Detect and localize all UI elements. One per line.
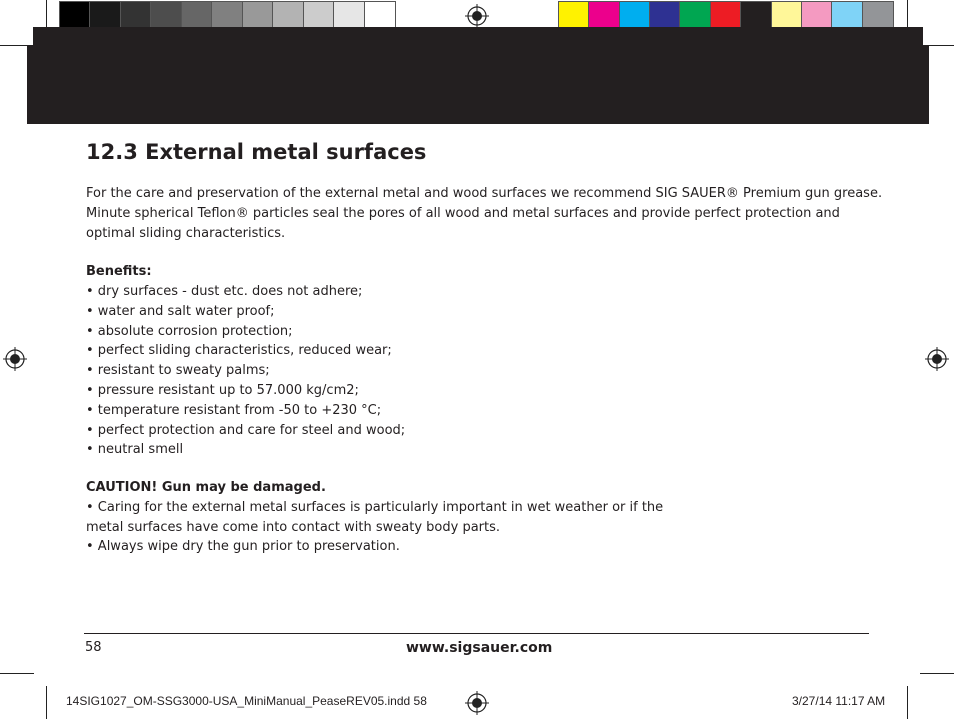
caution-list: [86, 498, 663, 557]
slug-date-label: 3/27/14 11:17 AM: [792, 694, 886, 708]
intro-line: optimal sliding characteristics.: [86, 226, 286, 241]
list-item: • neutral smell: [86, 442, 184, 458]
color-swatch: [121, 2, 151, 30]
color-swatch: [680, 2, 710, 30]
list-item: • perfect protection and care for steel and wood;: [86, 422, 406, 438]
benefits-heading: Benefits:: [86, 264, 152, 279]
color-swatch: [832, 2, 862, 30]
intro-paragraph: [86, 184, 882, 244]
list-item: • resistant to sweaty palms;: [86, 363, 270, 379]
crop-mark: [46, 0, 47, 28]
page-number: 58: [85, 640, 102, 655]
section-title: 12.3 External metal surfaces: [86, 140, 427, 164]
crop-mark: [920, 673, 954, 674]
list-item: • temperature resistant from -50 to +230 °C;: [86, 402, 382, 418]
color-swatch: [334, 2, 364, 30]
color-swatch: [802, 2, 832, 30]
caution-heading: CAUTION! Gun may be damaged.: [86, 480, 326, 495]
color-swatch: [212, 2, 242, 30]
caution-line: • Always wipe dry the gun prior to preservation.: [86, 539, 400, 554]
intro-line: Minute spherical Teflon® particles seal the pores of all wood and metal surfaces and provide perfect protection and: [86, 206, 840, 221]
registration-mark-icon: [465, 691, 489, 715]
registration-mark-icon: [3, 347, 27, 371]
list-item: • dry surfaces - dust etc. does not adhere;: [86, 284, 363, 299]
header-band: [27, 27, 929, 124]
color-swatch: [90, 2, 120, 30]
color-swatch: [243, 2, 273, 30]
list-item: • water and salt water proof;: [86, 303, 275, 319]
header-notch: [27, 27, 33, 45]
caution-line: metal surfaces have come into contact with sweaty body parts.: [86, 519, 501, 535]
color-swatch: [365, 2, 395, 30]
color-swatch: [650, 2, 680, 30]
footer-divider: [84, 633, 869, 634]
benefits-list: [86, 282, 405, 460]
color-swatch: [273, 2, 303, 30]
color-swatch: [182, 2, 212, 30]
header-notch: [923, 27, 929, 45]
crop-mark: [0, 673, 34, 674]
color-swatch: [559, 2, 589, 30]
color-swatch: [620, 2, 650, 30]
color-swatch: [772, 2, 802, 30]
list-item: • pressure resistant up to 57.000 kg/cm2;: [86, 382, 359, 398]
color-swatch: [863, 2, 893, 30]
color-swatch: [151, 2, 181, 30]
list-item: • perfect sliding characteristics, reduced wear;: [86, 343, 392, 359]
registration-mark-icon: [465, 4, 489, 28]
color-swatch: [711, 2, 741, 30]
crop-mark: [907, 686, 908, 719]
list-item: • absolute corrosion protection;: [86, 323, 293, 339]
caution-line: • Caring for the external metal surfaces is particularly important in wet weather or if the: [86, 500, 664, 515]
color-swatch: [304, 2, 334, 30]
color-swatch: [741, 2, 771, 30]
registration-mark-icon: [925, 347, 949, 371]
color-swatch: [60, 2, 90, 30]
color-swatch: [589, 2, 619, 30]
crop-mark: [46, 686, 47, 719]
crop-mark: [907, 0, 908, 28]
intro-line: For the care and preservation of the external metal and wood surfaces we recommend SIG SAUER® Premium gun grease.: [86, 186, 883, 201]
website-link[interactable]: www.sigsauer.com: [406, 640, 553, 656]
slug-file-label: 14SIG1027_OM-SSG3000-USA_MiniManual_PeaseREV05.indd 58: [66, 694, 427, 708]
